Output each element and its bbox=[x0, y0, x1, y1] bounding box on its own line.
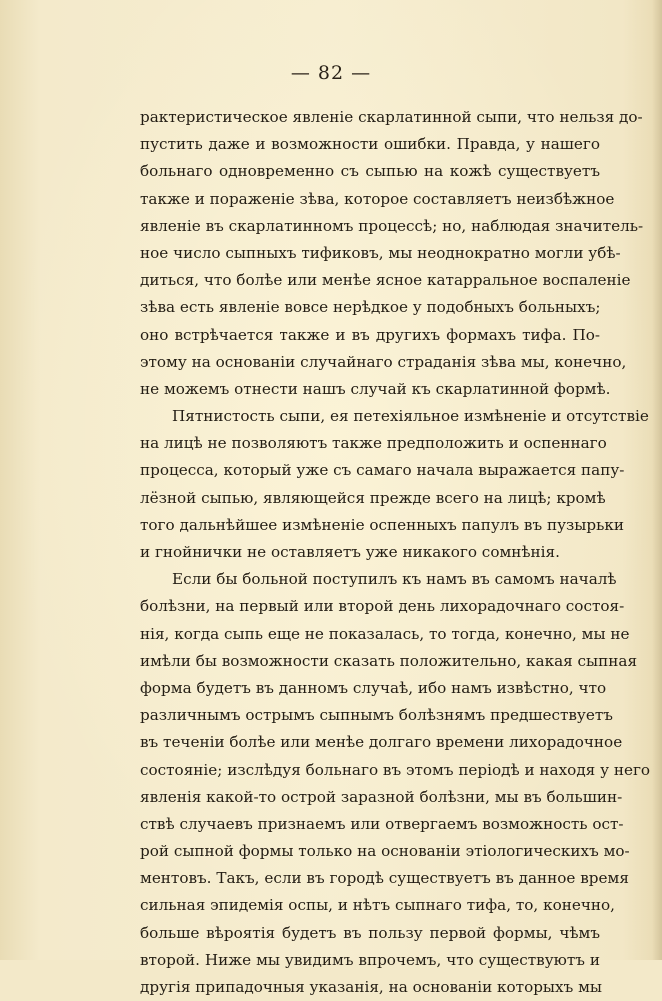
text-line: оно встрѣчается также и въ другихъ формахъ тифа. По- bbox=[140, 325, 600, 344]
text-line: ментовъ. Такъ, если въ городѣ существуетъ въ данное время bbox=[140, 869, 629, 888]
text-line: больше вѣроятія будетъ въ пользу первой формы, чѣмъ bbox=[140, 923, 600, 942]
text-line: больнаго одновременно съ сыпью на кожѣ существуетъ bbox=[140, 162, 600, 181]
text-line: болѣзни, на первый или второй день лихорадочнаго состоя- bbox=[140, 597, 625, 616]
text-line: рой сыпной формы только на основаніи этіологическихъ мо- bbox=[140, 842, 630, 861]
text-line: диться, что болѣе или менѣе ясное катарральное воспаленіе bbox=[140, 271, 631, 290]
text-line: пустить даже и возможности ошибки. Правда, у нашего bbox=[140, 135, 600, 154]
text-line: на лицѣ не позволяютъ также предположить и оспеннаго bbox=[140, 434, 607, 453]
text-line: не можемъ отнести нашъ случай къ скарлатинной формѣ. bbox=[140, 379, 611, 398]
page-edge-shadow bbox=[652, 0, 662, 960]
text-line: различнымъ острымъ сыпнымъ болѣзнямъ предшествуетъ bbox=[140, 706, 613, 725]
text-line: Пятнистость сыпи, ея петехіяльное измѣненіе и отсутствіе bbox=[172, 407, 649, 426]
text-line: зѣва есть явленіе вовсе нерѣдкое у подобныхъ больныхъ; bbox=[140, 298, 601, 317]
body-text bbox=[140, 104, 651, 1001]
page-number: — 82 — bbox=[290, 62, 372, 84]
text-line: процесса, который уже съ самаго начала выражается папу- bbox=[140, 461, 625, 480]
text-line: того дальнѣйшее измѣненіе оспенныхъ папулъ въ пузырьки bbox=[140, 515, 625, 534]
text-line: лёзной сыпью, являющейся прежде всего на лицѣ; кромѣ bbox=[140, 488, 606, 507]
text-line: другія припадочныя указанія, на основаніи которыхъ мы bbox=[140, 978, 602, 996]
text-line: форма будетъ въ данномъ случаѣ, ибо намъ извѣстно, что bbox=[140, 678, 607, 697]
text-line: ное число сыпныхъ тификовъ, мы неоднократно могли убѣ- bbox=[140, 243, 621, 262]
text-line: явленіе въ скарлатинномъ процессѣ; но, наблюдая значитель- bbox=[140, 216, 644, 235]
text-line: сильная эпидемія оспы, и нѣтъ сыпнаго тифа, то, конечно, bbox=[140, 896, 615, 915]
text-line: этому на основаніи случайнаго страданія зѣва мы, конечно, bbox=[140, 352, 627, 371]
text-line: ствѣ случаевъ признаемъ или отвергаемъ возможность ост- bbox=[140, 814, 624, 833]
text-line: нія, когда сыпь еще не показалась, то тогда, конечно, мы не bbox=[140, 624, 630, 643]
text-line: также и пораженіе зѣва, которое составляетъ неизбѣжное bbox=[140, 189, 615, 208]
text-line: и гнойнички не оставляетъ уже никакого сомнѣнія. bbox=[140, 543, 560, 561]
text-line: второй. Ниже мы увидимъ впрочемъ, что существуютъ и bbox=[140, 950, 600, 969]
text-line: имѣли бы возможности сказать положительно, какая сыпная bbox=[140, 651, 638, 670]
text-line: въ теченіи болѣе или менѣе долгаго времени лихорадочное bbox=[140, 733, 623, 752]
text-line: рактеристическое явленіе скарлатинной сыпи, что нельзя до- bbox=[140, 108, 643, 126]
text-line: явленія какой-то острой заразной болѣзни, мы въ большин- bbox=[140, 787, 623, 806]
text-line: состояніе; изслѣдуя больнаго въ этомъ періодѣ и находя у него bbox=[140, 760, 651, 779]
text-line: Если бы больной поступилъ къ намъ въ самомъ началѣ bbox=[172, 570, 617, 589]
